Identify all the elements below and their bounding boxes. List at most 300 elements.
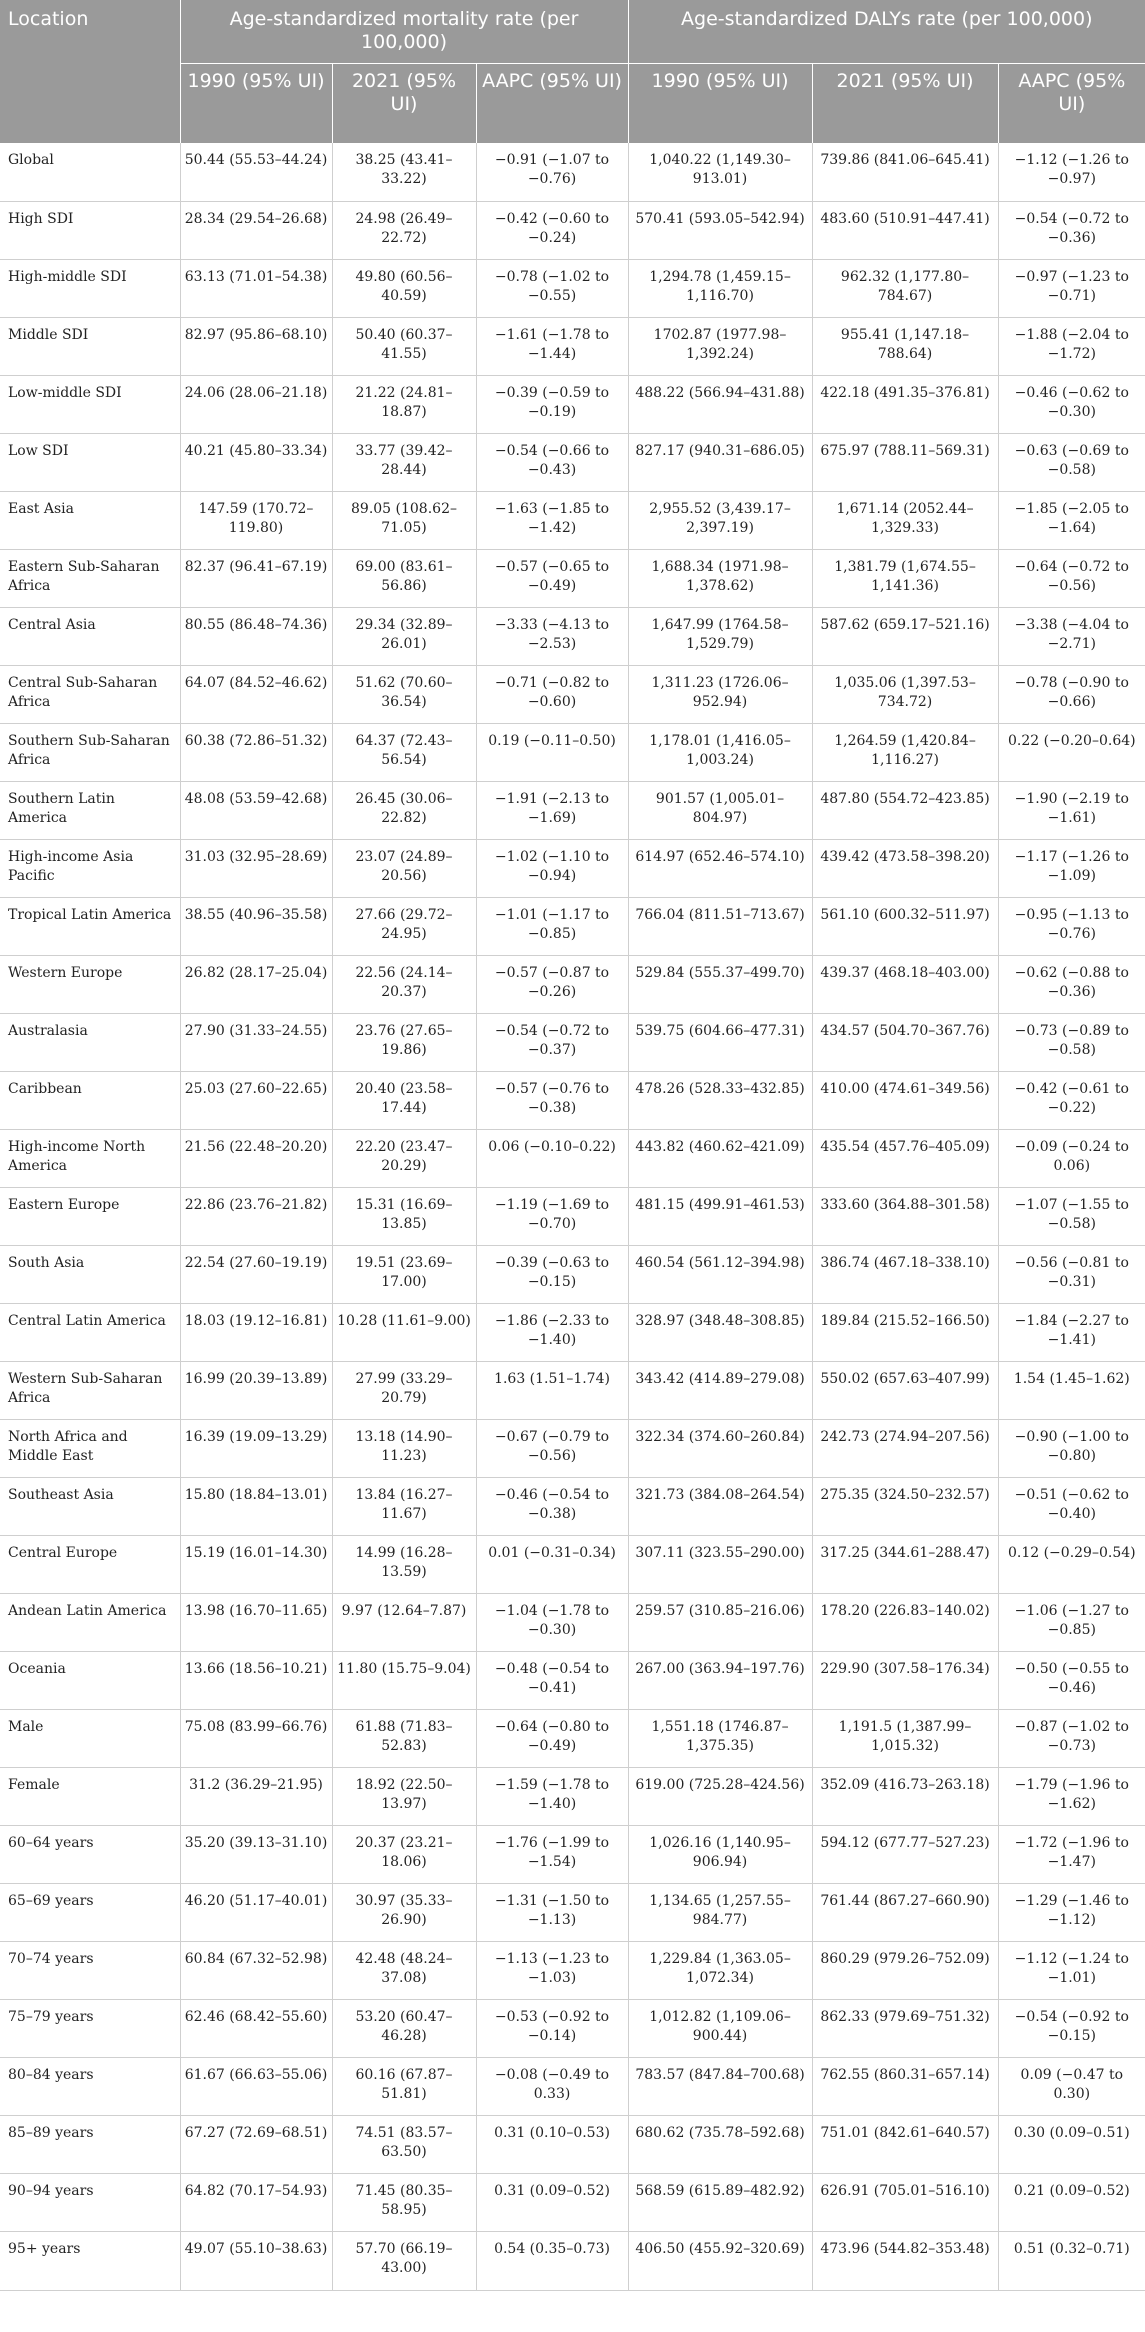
location-cell: Central Europe — [0, 1535, 180, 1593]
dalys-1990-cell: 343.42 (414.89–279.08) — [628, 1361, 812, 1419]
dalys-aapc-cell: −1.12 (−1.24 to −1.01) — [998, 1941, 1145, 1999]
mortality-2021-cell: 27.66 (29.72–24.95) — [332, 897, 476, 955]
mortality-2021-cell: 50.40 (60.37–41.55) — [332, 317, 476, 375]
mortality-aapc-cell: 0.06 (−0.10–0.22) — [476, 1129, 628, 1187]
mortality-2021-cell: 64.37 (72.43–56.54) — [332, 723, 476, 781]
mortality-aapc-cell: −0.08 (−0.49 to 0.33) — [476, 2057, 628, 2115]
dalys-2021-cell: 675.97 (788.11–569.31) — [812, 433, 998, 491]
dalys-aapc-cell: −0.62 (−0.88 to −0.36) — [998, 955, 1145, 1013]
location-cell: High-income North America — [0, 1129, 180, 1187]
dalys-aapc-cell: −0.73 (−0.89 to −0.58) — [998, 1013, 1145, 1071]
dalys-2021-cell: 178.20 (226.83–140.02) — [812, 1593, 998, 1651]
mortality-2021-cell: 60.16 (67.87–51.81) — [332, 2057, 476, 2115]
mortality-1990-cell: 31.03 (32.95–28.69) — [180, 839, 332, 897]
location-cell: 60–64 years — [0, 1825, 180, 1883]
location-cell: High-income Asia Pacific — [0, 839, 180, 897]
mortality-1990-cell: 63.13 (71.01–54.38) — [180, 259, 332, 317]
table-row — [0, 1303, 1145, 1361]
table-row — [0, 1129, 1145, 1187]
dalys-2021-cell: 317.25 (344.61–288.47) — [812, 1535, 998, 1593]
mortality-aapc-cell: −0.64 (−0.80 to −0.49) — [476, 1709, 628, 1767]
dalys-1990-cell: 307.11 (323.55–290.00) — [628, 1535, 812, 1593]
mortality-aapc-cell: −0.53 (−0.92 to −0.14) — [476, 1999, 628, 2057]
table-row — [0, 1767, 1145, 1825]
mortality-1990-cell: 48.08 (53.59–42.68) — [180, 781, 332, 839]
table-row — [0, 1245, 1145, 1303]
dalys-1990-cell: 539.75 (604.66–477.31) — [628, 1013, 812, 1071]
mortality-1990-cell: 49.07 (55.10–38.63) — [180, 2231, 332, 2290]
dalys-2021-cell: 242.73 (274.94–207.56) — [812, 1419, 998, 1477]
location-cell: High-middle SDI — [0, 259, 180, 317]
dalys-1990-cell: 1,311.23 (1726.06–952.94) — [628, 665, 812, 723]
mortality-1990-cell: 82.37 (96.41–67.19) — [180, 549, 332, 607]
mortality-aapc-cell: −1.59 (−1.78 to −1.40) — [476, 1767, 628, 1825]
table-row — [0, 201, 1145, 259]
mortality-1990-cell: 38.55 (40.96–35.58) — [180, 897, 332, 955]
dalys-aapc-cell: −1.88 (−2.04 to −1.72) — [998, 317, 1145, 375]
mortality-aapc-cell: −0.54 (−0.66 to −0.43) — [476, 433, 628, 491]
header-dalys-aapc: AAPC (95% UI) — [998, 63, 1145, 143]
mortality-aapc-cell: −0.57 (−0.87 to −0.26) — [476, 955, 628, 1013]
dalys-aapc-cell: −1.90 (−2.19 to −1.61) — [998, 781, 1145, 839]
dalys-2021-cell: 587.62 (659.17–521.16) — [812, 607, 998, 665]
dalys-1990-cell: 481.15 (499.91–461.53) — [628, 1187, 812, 1245]
mortality-1990-cell: 16.99 (20.39–13.89) — [180, 1361, 332, 1419]
location-cell: 95+ years — [0, 2231, 180, 2290]
dalys-1990-cell: 443.82 (460.62–421.09) — [628, 1129, 812, 1187]
table-row — [0, 723, 1145, 781]
mortality-2021-cell: 21.22 (24.81–18.87) — [332, 375, 476, 433]
table-row — [0, 1593, 1145, 1651]
mortality-aapc-cell: −0.71 (−0.82 to −0.60) — [476, 665, 628, 723]
mortality-1990-cell: 13.66 (18.56–10.21) — [180, 1651, 332, 1709]
mortality-aapc-cell: −0.67 (−0.79 to −0.56) — [476, 1419, 628, 1477]
dalys-2021-cell: 189.84 (215.52–166.50) — [812, 1303, 998, 1361]
header-location: Location — [0, 0, 180, 143]
dalys-aapc-cell: −0.51 (−0.62 to −0.40) — [998, 1477, 1145, 1535]
mortality-2021-cell: 74.51 (83.57–63.50) — [332, 2115, 476, 2173]
location-cell: Southern Sub-Saharan Africa — [0, 723, 180, 781]
mortality-1990-cell: 15.80 (18.84–13.01) — [180, 1477, 332, 1535]
table-row — [0, 1709, 1145, 1767]
dalys-aapc-cell: 0.30 (0.09–0.51) — [998, 2115, 1145, 2173]
mortality-aapc-cell: −1.01 (−1.17 to −0.85) — [476, 897, 628, 955]
table-row — [0, 2231, 1145, 2290]
location-cell: Eastern Sub-Saharan Africa — [0, 549, 180, 607]
dalys-2021-cell: 751.01 (842.61–640.57) — [812, 2115, 998, 2173]
mortality-1990-cell: 80.55 (86.48–74.36) — [180, 607, 332, 665]
table-row — [0, 1941, 1145, 1999]
mortality-2021-cell: 29.34 (32.89–26.01) — [332, 607, 476, 665]
mortality-2021-cell: 38.25 (43.41–33.22) — [332, 143, 476, 201]
header-dalys-group: Age-standardized DALYs rate (per 100,000) — [628, 0, 1145, 63]
dalys-2021-cell: 333.60 (364.88–301.58) — [812, 1187, 998, 1245]
dalys-aapc-cell: −1.12 (−1.26 to −0.97) — [998, 143, 1145, 201]
table-row — [0, 375, 1145, 433]
mortality-1990-cell: 25.03 (27.60–22.65) — [180, 1071, 332, 1129]
location-cell: Caribbean — [0, 1071, 180, 1129]
table-row — [0, 1361, 1145, 1419]
dalys-2021-cell: 1,671.14 (2052.44–1,329.33) — [812, 491, 998, 549]
table-row — [0, 1825, 1145, 1883]
dalys-1990-cell: 2,955.52 (3,439.17–2,397.19) — [628, 491, 812, 549]
dalys-aapc-cell: 0.12 (−0.29–0.54) — [998, 1535, 1145, 1593]
dalys-2021-cell: 594.12 (677.77–527.23) — [812, 1825, 998, 1883]
dalys-aapc-cell: −0.09 (−0.24 to 0.06) — [998, 1129, 1145, 1187]
table-row — [0, 1013, 1145, 1071]
mortality-aapc-cell: −1.63 (−1.85 to −1.42) — [476, 491, 628, 549]
mortality-aapc-cell: −0.42 (−0.60 to −0.24) — [476, 201, 628, 259]
mortality-aapc-cell: −1.91 (−2.13 to −1.69) — [476, 781, 628, 839]
mortality-aapc-cell: −0.78 (−1.02 to −0.55) — [476, 259, 628, 317]
location-cell: Southern Latin America — [0, 781, 180, 839]
location-cell: Oceania — [0, 1651, 180, 1709]
mortality-1990-cell: 24.06 (28.06–21.18) — [180, 375, 332, 433]
mortality-1990-cell: 13.98 (16.70–11.65) — [180, 1593, 332, 1651]
mortality-aapc-cell: −0.39 (−0.59 to −0.19) — [476, 375, 628, 433]
location-cell: East Asia — [0, 491, 180, 549]
dalys-1990-cell: 259.57 (310.85–216.06) — [628, 1593, 812, 1651]
dalys-2021-cell: 439.37 (468.18–403.00) — [812, 955, 998, 1013]
dalys-aapc-cell: −0.95 (−1.13 to −0.76) — [998, 897, 1145, 955]
dalys-2021-cell: 860.29 (979.26–752.09) — [812, 1941, 998, 1999]
location-cell: Central Asia — [0, 607, 180, 665]
location-cell: High SDI — [0, 201, 180, 259]
dalys-2021-cell: 386.74 (467.18–338.10) — [812, 1245, 998, 1303]
mortality-aapc-cell: −0.91 (−1.07 to −0.76) — [476, 143, 628, 201]
dalys-aapc-cell: −1.17 (−1.26 to −1.09) — [998, 839, 1145, 897]
dalys-aapc-cell: −0.54 (−0.92 to −0.15) — [998, 1999, 1145, 2057]
header-mortality-2021: 2021 (95% UI) — [332, 63, 476, 143]
dalys-1990-cell: 570.41 (593.05–542.94) — [628, 201, 812, 259]
dalys-2021-cell: 739.86 (841.06–645.41) — [812, 143, 998, 201]
mortality-1990-cell: 67.27 (72.69–68.51) — [180, 2115, 332, 2173]
dalys-aapc-cell: 0.09 (−0.47 to 0.30) — [998, 2057, 1145, 2115]
mortality-aapc-cell: 0.01 (−0.31–0.34) — [476, 1535, 628, 1593]
mortality-2021-cell: 14.99 (16.28–13.59) — [332, 1535, 476, 1593]
dalys-1990-cell: 529.84 (555.37–499.70) — [628, 955, 812, 1013]
header-dalys-1990: 1990 (95% UI) — [628, 63, 812, 143]
dalys-2021-cell: 473.96 (544.82–353.48) — [812, 2231, 998, 2290]
dalys-aapc-cell: −1.29 (−1.46 to −1.12) — [998, 1883, 1145, 1941]
dalys-2021-cell: 962.32 (1,177.80–784.67) — [812, 259, 998, 317]
table-row — [0, 2115, 1145, 2173]
dalys-1990-cell: 328.97 (348.48–308.85) — [628, 1303, 812, 1361]
mortality-2021-cell: 22.20 (23.47–20.29) — [332, 1129, 476, 1187]
dalys-aapc-cell: −1.72 (−1.96 to −1.47) — [998, 1825, 1145, 1883]
mortality-1990-cell: 16.39 (19.09–13.29) — [180, 1419, 332, 1477]
dalys-1990-cell: 321.73 (384.08–264.54) — [628, 1477, 812, 1535]
dalys-2021-cell: 1,264.59 (1,420.84–1,116.27) — [812, 723, 998, 781]
table-row — [0, 1187, 1145, 1245]
dalys-2021-cell: 275.35 (324.50–232.57) — [812, 1477, 998, 1535]
mortality-2021-cell: 27.99 (33.29–20.79) — [332, 1361, 476, 1419]
location-cell: Low-middle SDI — [0, 375, 180, 433]
mortality-2021-cell: 69.00 (83.61–56.86) — [332, 549, 476, 607]
mortality-2021-cell: 19.51 (23.69–17.00) — [332, 1245, 476, 1303]
location-cell: Western Europe — [0, 955, 180, 1013]
header-mortality-aapc: AAPC (95% UI) — [476, 63, 628, 143]
table-row — [0, 665, 1145, 723]
dalys-1990-cell: 1,134.65 (1,257.55–984.77) — [628, 1883, 812, 1941]
table-row — [0, 1535, 1145, 1593]
dalys-aapc-cell: 1.54 (1.45–1.62) — [998, 1361, 1145, 1419]
table-header — [0, 0, 1145, 143]
dalys-2021-cell: 550.02 (657.63–407.99) — [812, 1361, 998, 1419]
dalys-aapc-cell: −0.64 (−0.72 to −0.56) — [998, 549, 1145, 607]
dalys-1990-cell: 488.22 (566.94–431.88) — [628, 375, 812, 433]
dalys-1990-cell: 783.57 (847.84–700.68) — [628, 2057, 812, 2115]
table-row — [0, 491, 1145, 549]
mortality-1990-cell: 31.2 (36.29–21.95) — [180, 1767, 332, 1825]
mortality-aapc-cell: −0.57 (−0.76 to −0.38) — [476, 1071, 628, 1129]
dalys-1990-cell: 619.00 (725.28–424.56) — [628, 1767, 812, 1825]
mortality-2021-cell: 49.80 (60.56–40.59) — [332, 259, 476, 317]
dalys-1990-cell: 1,040.22 (1,149.30–913.01) — [628, 143, 812, 201]
dalys-2021-cell: 1,035.06 (1,397.53–734.72) — [812, 665, 998, 723]
mortality-aapc-cell: −1.76 (−1.99 to −1.54) — [476, 1825, 628, 1883]
table-row — [0, 1071, 1145, 1129]
mortality-1990-cell: 35.20 (39.13–31.10) — [180, 1825, 332, 1883]
dalys-2021-cell: 955.41 (1,147.18–788.64) — [812, 317, 998, 375]
location-cell: North Africa and Middle East — [0, 1419, 180, 1477]
mortality-1990-cell: 60.38 (72.86–51.32) — [180, 723, 332, 781]
dalys-aapc-cell: 0.22 (−0.20–0.64) — [998, 723, 1145, 781]
mortality-2021-cell: 20.37 (23.21–18.06) — [332, 1825, 476, 1883]
mortality-aapc-cell: −1.19 (−1.69 to −0.70) — [476, 1187, 628, 1245]
dalys-1990-cell: 460.54 (561.12–394.98) — [628, 1245, 812, 1303]
location-cell: Middle SDI — [0, 317, 180, 375]
dalys-aapc-cell: −1.85 (−2.05 to −1.64) — [998, 491, 1145, 549]
mortality-1990-cell: 50.44 (55.53–44.24) — [180, 143, 332, 201]
mortality-2021-cell: 23.07 (24.89–20.56) — [332, 839, 476, 897]
table-body — [0, 143, 1145, 2290]
dalys-aapc-cell: −1.84 (−2.27 to −1.41) — [998, 1303, 1145, 1361]
table-row — [0, 2057, 1145, 2115]
mortality-1990-cell: 18.03 (19.12–16.81) — [180, 1303, 332, 1361]
mortality-2021-cell: 13.84 (16.27–11.67) — [332, 1477, 476, 1535]
dalys-aapc-cell: −0.42 (−0.61 to −0.22) — [998, 1071, 1145, 1129]
mortality-aapc-cell: −1.02 (−1.10 to −0.94) — [476, 839, 628, 897]
mortality-2021-cell: 42.48 (48.24–37.08) — [332, 1941, 476, 1999]
table-row — [0, 607, 1145, 665]
dalys-1990-cell: 267.00 (363.94–197.76) — [628, 1651, 812, 1709]
mortality-aapc-cell: 0.54 (0.35–0.73) — [476, 2231, 628, 2290]
dalys-aapc-cell: −0.54 (−0.72 to −0.36) — [998, 201, 1145, 259]
dalys-2021-cell: 229.90 (307.58–176.34) — [812, 1651, 998, 1709]
location-cell: Tropical Latin America — [0, 897, 180, 955]
location-cell: Western Sub-Saharan Africa — [0, 1361, 180, 1419]
dalys-aapc-cell: −1.06 (−1.27 to −0.85) — [998, 1593, 1145, 1651]
table-row — [0, 143, 1145, 201]
dalys-aapc-cell: 0.21 (0.09–0.52) — [998, 2173, 1145, 2231]
table-row — [0, 433, 1145, 491]
dalys-2021-cell: 862.33 (979.69–751.32) — [812, 1999, 998, 2057]
mortality-1990-cell: 26.82 (28.17–25.04) — [180, 955, 332, 1013]
mortality-1990-cell: 40.21 (45.80–33.34) — [180, 433, 332, 491]
dalys-1990-cell: 1,647.99 (1764.58–1,529.79) — [628, 607, 812, 665]
dalys-1990-cell: 1,688.34 (1971.98–1,378.62) — [628, 549, 812, 607]
dalys-2021-cell: 487.80 (554.72–423.85) — [812, 781, 998, 839]
dalys-1990-cell: 901.57 (1,005.01–804.97) — [628, 781, 812, 839]
dalys-1990-cell: 614.97 (652.46–574.10) — [628, 839, 812, 897]
mortality-2021-cell: 10.28 (11.61–9.00) — [332, 1303, 476, 1361]
mortality-aapc-cell: 0.31 (0.10–0.53) — [476, 2115, 628, 2173]
mortality-2021-cell: 13.18 (14.90–11.23) — [332, 1419, 476, 1477]
location-cell: Andean Latin America — [0, 1593, 180, 1651]
dalys-2021-cell: 761.44 (867.27–660.90) — [812, 1883, 998, 1941]
mortality-2021-cell: 51.62 (70.60–36.54) — [332, 665, 476, 723]
location-cell: 75–79 years — [0, 1999, 180, 2057]
dalys-2021-cell: 352.09 (416.73–263.18) — [812, 1767, 998, 1825]
dalys-1990-cell: 1,294.78 (1,459.15–1,116.70) — [628, 259, 812, 317]
location-cell: Central Sub-Saharan Africa — [0, 665, 180, 723]
mortality-1990-cell: 21.56 (22.48–20.20) — [180, 1129, 332, 1187]
dalys-aapc-cell: −0.56 (−0.81 to −0.31) — [998, 1245, 1145, 1303]
table-row — [0, 1999, 1145, 2057]
table-row — [0, 549, 1145, 607]
mortality-2021-cell: 57.70 (66.19–43.00) — [332, 2231, 476, 2290]
mortality-2021-cell: 30.97 (35.33–26.90) — [332, 1883, 476, 1941]
dalys-2021-cell: 439.42 (473.58–398.20) — [812, 839, 998, 897]
dalys-aapc-cell: −0.87 (−1.02 to −0.73) — [998, 1709, 1145, 1767]
dalys-aapc-cell: −0.97 (−1.23 to −0.71) — [998, 259, 1145, 317]
mortality-aapc-cell: −1.04 (−1.78 to −0.30) — [476, 1593, 628, 1651]
mortality-aapc-cell: −0.48 (−0.54 to −0.41) — [476, 1651, 628, 1709]
mortality-2021-cell: 20.40 (23.58–17.44) — [332, 1071, 476, 1129]
dalys-aapc-cell: −1.07 (−1.55 to −0.58) — [998, 1187, 1145, 1245]
dalys-aapc-cell: −0.50 (−0.55 to −0.46) — [998, 1651, 1145, 1709]
mortality-2021-cell: 15.31 (16.69–13.85) — [332, 1187, 476, 1245]
dalys-2021-cell: 1,191.5 (1,387.99–1,015.32) — [812, 1709, 998, 1767]
mortality-aapc-cell: −1.61 (−1.78 to −1.44) — [476, 317, 628, 375]
mortality-1990-cell: 46.20 (51.17–40.01) — [180, 1883, 332, 1941]
mortality-2021-cell: 24.98 (26.49–22.72) — [332, 201, 476, 259]
mortality-2021-cell: 9.97 (12.64–7.87) — [332, 1593, 476, 1651]
mortality-1990-cell: 61.67 (66.63–55.06) — [180, 2057, 332, 2115]
mortality-aapc-cell: 0.19 (−0.11–0.50) — [476, 723, 628, 781]
dalys-2021-cell: 561.10 (600.32–511.97) — [812, 897, 998, 955]
mortality-aapc-cell: 0.31 (0.09–0.52) — [476, 2173, 628, 2231]
dalys-1990-cell: 322.34 (374.60–260.84) — [628, 1419, 812, 1477]
mortality-2021-cell: 22.56 (24.14–20.37) — [332, 955, 476, 1013]
dalys-2021-cell: 434.57 (504.70–367.76) — [812, 1013, 998, 1071]
location-cell: Female — [0, 1767, 180, 1825]
dalys-2021-cell: 762.55 (860.31–657.14) — [812, 2057, 998, 2115]
mortality-2021-cell: 71.45 (80.35–58.95) — [332, 2173, 476, 2231]
mortality-aapc-cell: 1.63 (1.51–1.74) — [476, 1361, 628, 1419]
location-cell: Central Latin America — [0, 1303, 180, 1361]
location-cell: 85–89 years — [0, 2115, 180, 2173]
dalys-1990-cell: 1,229.84 (1,363.05–1,072.34) — [628, 1941, 812, 1999]
mortality-1990-cell: 22.54 (27.60–19.19) — [180, 1245, 332, 1303]
table-row — [0, 1419, 1145, 1477]
dalys-1990-cell: 827.17 (940.31–686.05) — [628, 433, 812, 491]
dalys-1990-cell: 1,551.18 (1746.87–1,375.35) — [628, 1709, 812, 1767]
dalys-1990-cell: 1,012.82 (1,109.06–900.44) — [628, 1999, 812, 2057]
mortality-aapc-cell: −1.13 (−1.23 to −1.03) — [476, 1941, 628, 1999]
location-cell: Australasia — [0, 1013, 180, 1071]
mortality-2021-cell: 11.80 (15.75–9.04) — [332, 1651, 476, 1709]
mortality-2021-cell: 89.05 (108.62–71.05) — [332, 491, 476, 549]
mortality-aapc-cell: −1.31 (−1.50 to −1.13) — [476, 1883, 628, 1941]
header-mortality-group: Age-standardized mortality rate (per 100,000) — [180, 0, 628, 63]
mortality-1990-cell: 60.84 (67.32–52.98) — [180, 1941, 332, 1999]
dalys-aapc-cell: −0.78 (−0.90 to −0.66) — [998, 665, 1145, 723]
location-cell: South Asia — [0, 1245, 180, 1303]
mortality-1990-cell: 147.59 (170.72–119.80) — [180, 491, 332, 549]
dalys-aapc-cell: −0.46 (−0.62 to −0.30) — [998, 375, 1145, 433]
mortality-aapc-cell: −1.86 (−2.33 to −1.40) — [476, 1303, 628, 1361]
mortality-aapc-cell: −0.54 (−0.72 to −0.37) — [476, 1013, 628, 1071]
dalys-aapc-cell: −1.79 (−1.96 to −1.62) — [998, 1767, 1145, 1825]
mortality-1990-cell: 27.90 (31.33–24.55) — [180, 1013, 332, 1071]
location-cell: 65–69 years — [0, 1883, 180, 1941]
table-row — [0, 1883, 1145, 1941]
mortality-2021-cell: 53.20 (60.47–46.28) — [332, 1999, 476, 2057]
dalys-aapc-cell: −0.63 (−0.69 to −0.58) — [998, 433, 1145, 491]
dalys-aapc-cell: 0.51 (0.32–0.71) — [998, 2231, 1145, 2290]
location-cell: 90–94 years — [0, 2173, 180, 2231]
dalys-1990-cell: 680.62 (735.78–592.68) — [628, 2115, 812, 2173]
dalys-1990-cell: 1,178.01 (1,416.05–1,003.24) — [628, 723, 812, 781]
mortality-2021-cell: 18.92 (22.50–13.97) — [332, 1767, 476, 1825]
mortality-1990-cell: 82.97 (95.86–68.10) — [180, 317, 332, 375]
table-row — [0, 781, 1145, 839]
dalys-aapc-cell: −0.90 (−1.00 to −0.80) — [998, 1419, 1145, 1477]
dalys-1990-cell: 1702.87 (1977.98–1,392.24) — [628, 317, 812, 375]
dalys-2021-cell: 422.18 (491.35–376.81) — [812, 375, 998, 433]
dalys-aapc-cell: −3.38 (−4.04 to −2.71) — [998, 607, 1145, 665]
mortality-1990-cell: 64.07 (84.52–46.62) — [180, 665, 332, 723]
mortality-2021-cell: 33.77 (39.42–28.44) — [332, 433, 476, 491]
mortality-aapc-cell: −0.57 (−0.65 to −0.49) — [476, 549, 628, 607]
mortality-1990-cell: 28.34 (29.54–26.68) — [180, 201, 332, 259]
table-row — [0, 317, 1145, 375]
location-cell: Southeast Asia — [0, 1477, 180, 1535]
mortality-2021-cell: 61.88 (71.83–52.83) — [332, 1709, 476, 1767]
dalys-2021-cell: 435.54 (457.76–405.09) — [812, 1129, 998, 1187]
mortality-aapc-cell: −3.33 (−4.13 to −2.53) — [476, 607, 628, 665]
mortality-1990-cell: 62.46 (68.42–55.60) — [180, 1999, 332, 2057]
dalys-2021-cell: 626.91 (705.01–516.10) — [812, 2173, 998, 2231]
dalys-2021-cell: 410.00 (474.61–349.56) — [812, 1071, 998, 1129]
mortality-2021-cell: 23.76 (27.65–19.86) — [332, 1013, 476, 1071]
dalys-1990-cell: 406.50 (455.92–320.69) — [628, 2231, 812, 2290]
dalys-1990-cell: 766.04 (811.51–713.67) — [628, 897, 812, 955]
mortality-1990-cell: 75.08 (83.99–66.76) — [180, 1709, 332, 1767]
mortality-1990-cell: 64.82 (70.17–54.93) — [180, 2173, 332, 2231]
table-row — [0, 1477, 1145, 1535]
location-cell: Global — [0, 143, 180, 201]
dalys-2021-cell: 483.60 (510.91–447.41) — [812, 201, 998, 259]
location-cell: Male — [0, 1709, 180, 1767]
header-mortality-1990: 1990 (95% UI) — [180, 63, 332, 143]
mortality-aapc-cell: −0.39 (−0.63 to −0.15) — [476, 1245, 628, 1303]
location-cell: 70–74 years — [0, 1941, 180, 1999]
mortality-1990-cell: 22.86 (23.76–21.82) — [180, 1187, 332, 1245]
mortality-2021-cell: 26.45 (30.06–22.82) — [332, 781, 476, 839]
table-row — [0, 897, 1145, 955]
table-row — [0, 259, 1145, 317]
header-dalys-2021: 2021 (95% UI) — [812, 63, 998, 143]
location-cell: Eastern Europe — [0, 1187, 180, 1245]
dalys-1990-cell: 568.59 (615.89–482.92) — [628, 2173, 812, 2231]
location-cell: 80–84 years — [0, 2057, 180, 2115]
dalys-2021-cell: 1,381.79 (1,674.55–1,141.36) — [812, 549, 998, 607]
table-row — [0, 2173, 1145, 2231]
location-cell: Low SDI — [0, 433, 180, 491]
